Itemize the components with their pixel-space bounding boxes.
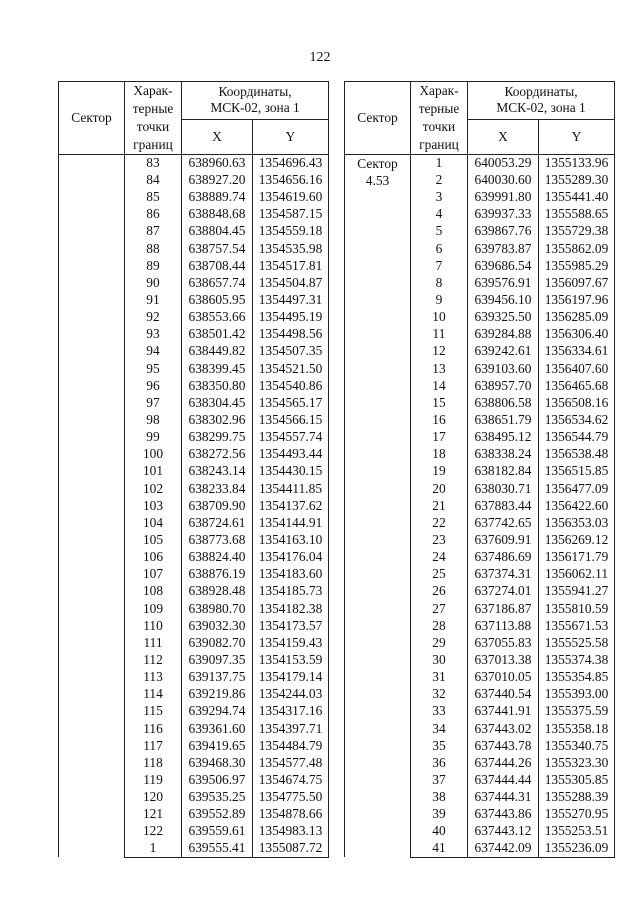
point-number-cell: 107 [125, 566, 182, 583]
sector-cell: Сектор 4.53 [345, 155, 411, 858]
x-coordinate-cell: 639937.33 [468, 206, 539, 223]
y-coordinate-cell: 1354397.71 [253, 720, 329, 737]
header-sector: Сектор [59, 82, 125, 155]
y-coordinate-cell: 1354317.16 [253, 703, 329, 720]
y-coordinate-cell: 1354176.04 [253, 549, 329, 566]
point-number-cell: 12 [411, 343, 468, 360]
point-number-cell: 10 [411, 309, 468, 326]
x-coordinate-cell: 639535.25 [182, 789, 253, 806]
y-coordinate-cell: 1354521.50 [253, 360, 329, 377]
point-number-cell: 17 [411, 429, 468, 446]
page-number: 122 [309, 50, 331, 65]
point-number-cell: 85 [125, 189, 182, 206]
point-number-cell: 84 [125, 172, 182, 189]
point-number-cell: 29 [411, 634, 468, 651]
y-coordinate-cell: 1355671.53 [539, 617, 615, 634]
x-coordinate-cell: 637486.69 [468, 549, 539, 566]
y-coordinate-cell: 1355525.58 [539, 634, 615, 651]
x-coordinate-cell: 639103.60 [468, 360, 539, 377]
x-coordinate-cell: 638030.71 [468, 480, 539, 497]
point-number-cell: 16 [411, 412, 468, 429]
point-number-cell: 100 [125, 446, 182, 463]
point-number-cell: 83 [125, 155, 182, 172]
x-coordinate-cell: 637374.31 [468, 566, 539, 583]
point-number-cell: 4 [411, 206, 468, 223]
x-coordinate-cell: 637742.65 [468, 514, 539, 531]
point-number-cell: 15 [411, 394, 468, 411]
point-number-cell: 101 [125, 463, 182, 480]
point-number-cell: 113 [125, 669, 182, 686]
x-coordinate-cell: 638806.58 [468, 394, 539, 411]
point-number-cell: 25 [411, 566, 468, 583]
x-coordinate-cell: 638553.66 [182, 309, 253, 326]
y-coordinate-cell: 1354775.50 [253, 789, 329, 806]
point-number-cell: 121 [125, 806, 182, 823]
y-coordinate-cell: 1355441.40 [539, 189, 615, 206]
header-y: Y [253, 119, 329, 154]
x-coordinate-cell: 639506.97 [182, 772, 253, 789]
y-coordinate-cell: 1354517.81 [253, 257, 329, 274]
point-number-cell: 5 [411, 223, 468, 240]
y-coordinate-cell: 1354137.62 [253, 497, 329, 514]
y-coordinate-cell: 1355087.72 [253, 840, 329, 857]
point-number-cell: 102 [125, 480, 182, 497]
point-number-cell: 118 [125, 754, 182, 771]
y-coordinate-cell: 1354159.43 [253, 634, 329, 651]
point-number-cell: 115 [125, 703, 182, 720]
point-number-cell: 26 [411, 583, 468, 600]
x-coordinate-cell: 638651.79 [468, 412, 539, 429]
x-coordinate-cell: 639686.54 [468, 257, 539, 274]
x-coordinate-cell: 637883.44 [468, 497, 539, 514]
x-coordinate-cell: 639242.61 [468, 343, 539, 360]
x-coordinate-cell: 637440.54 [468, 686, 539, 703]
y-coordinate-cell: 1356171.79 [539, 549, 615, 566]
x-coordinate-cell: 638848.68 [182, 206, 253, 223]
header-coordinates: Координаты, МСК-02, зона 1 [182, 82, 329, 120]
y-coordinate-cell: 1354540.86 [253, 377, 329, 394]
point-number-cell: 27 [411, 600, 468, 617]
y-coordinate-cell: 1355358.18 [539, 720, 615, 737]
x-coordinate-cell: 639555.41 [182, 840, 253, 857]
point-number-cell: 112 [125, 652, 182, 669]
table-row [59, 155, 329, 172]
x-coordinate-cell: 638927.20 [182, 172, 253, 189]
y-coordinate-cell: 1356465.68 [539, 377, 615, 394]
x-coordinate-cell: 637443.86 [468, 806, 539, 823]
sector-cell [59, 155, 125, 858]
point-number-cell: 96 [125, 377, 182, 394]
x-coordinate-cell: 639783.87 [468, 240, 539, 257]
point-number-cell: 88 [125, 240, 182, 257]
header-boundary-points: Харак- терные точки границ [125, 82, 182, 155]
y-coordinate-cell: 1354504.87 [253, 274, 329, 291]
y-coordinate-cell: 1354587.15 [253, 206, 329, 223]
y-coordinate-cell: 1354983.13 [253, 823, 329, 840]
point-number-cell: 19 [411, 463, 468, 480]
y-coordinate-cell: 1354163.10 [253, 532, 329, 549]
point-number-cell: 93 [125, 326, 182, 343]
y-coordinate-cell: 1354183.60 [253, 566, 329, 583]
x-coordinate-cell: 638928.48 [182, 583, 253, 600]
y-coordinate-cell: 1355236.09 [539, 840, 615, 857]
x-coordinate-cell: 637113.88 [468, 617, 539, 634]
y-coordinate-cell: 1356407.60 [539, 360, 615, 377]
y-coordinate-cell: 1354557.74 [253, 429, 329, 446]
point-number-cell: 13 [411, 360, 468, 377]
y-coordinate-cell: 1355354.85 [539, 669, 615, 686]
x-coordinate-cell: 638399.45 [182, 360, 253, 377]
x-coordinate-cell: 638449.82 [182, 343, 253, 360]
y-coordinate-cell: 1354185.73 [253, 583, 329, 600]
point-number-cell: 18 [411, 446, 468, 463]
x-coordinate-cell: 638960.63 [182, 155, 253, 172]
x-coordinate-cell: 637441.91 [468, 703, 539, 720]
point-number-cell: 104 [125, 514, 182, 531]
x-coordinate-cell: 637444.26 [468, 754, 539, 771]
y-coordinate-cell: 1354430.15 [253, 463, 329, 480]
x-coordinate-cell: 639867.76 [468, 223, 539, 240]
y-coordinate-cell: 1356422.60 [539, 497, 615, 514]
x-coordinate-cell: 637609.91 [468, 532, 539, 549]
x-coordinate-cell: 638708.44 [182, 257, 253, 274]
x-coordinate-cell: 637013.38 [468, 652, 539, 669]
y-coordinate-cell: 1356353.03 [539, 514, 615, 531]
y-coordinate-cell: 1354182.38 [253, 600, 329, 617]
x-coordinate-cell: 638605.95 [182, 292, 253, 309]
point-number-cell: 97 [125, 394, 182, 411]
point-number-cell: 98 [125, 412, 182, 429]
y-coordinate-cell: 1356197.96 [539, 292, 615, 309]
x-coordinate-cell: 638243.14 [182, 463, 253, 480]
point-number-cell: 119 [125, 772, 182, 789]
point-number-cell: 33 [411, 703, 468, 720]
y-coordinate-cell: 1356334.61 [539, 343, 615, 360]
y-coordinate-cell: 1355253.51 [539, 823, 615, 840]
point-number-cell: 39 [411, 806, 468, 823]
point-number-cell: 95 [125, 360, 182, 377]
point-number-cell: 40 [411, 823, 468, 840]
point-number-cell: 28 [411, 617, 468, 634]
header-coordinates: Координаты, МСК-02, зона 1 [468, 82, 615, 120]
x-coordinate-cell: 639294.74 [182, 703, 253, 720]
y-coordinate-cell: 1354153.59 [253, 652, 329, 669]
y-coordinate-cell: 1355862.09 [539, 240, 615, 257]
y-coordinate-cell: 1355393.00 [539, 686, 615, 703]
y-coordinate-cell: 1354566.15 [253, 412, 329, 429]
x-coordinate-cell: 638272.56 [182, 446, 253, 463]
point-number-cell: 105 [125, 532, 182, 549]
point-number-cell: 94 [125, 343, 182, 360]
x-coordinate-cell: 639361.60 [182, 720, 253, 737]
x-coordinate-cell: 638876.19 [182, 566, 253, 583]
x-coordinate-cell: 638182.84 [468, 463, 539, 480]
y-coordinate-cell: 1354535.98 [253, 240, 329, 257]
point-number-cell: 114 [125, 686, 182, 703]
x-coordinate-cell: 638302.96 [182, 412, 253, 429]
x-coordinate-cell: 639456.10 [468, 292, 539, 309]
y-coordinate-cell: 1355270.95 [539, 806, 615, 823]
point-number-cell: 8 [411, 274, 468, 291]
point-number-cell: 117 [125, 737, 182, 754]
x-coordinate-cell: 638338.24 [468, 446, 539, 463]
point-number-cell: 31 [411, 669, 468, 686]
point-number-cell: 24 [411, 549, 468, 566]
x-coordinate-cell: 639082.70 [182, 634, 253, 651]
point-number-cell: 116 [125, 720, 182, 737]
point-number-cell: 7 [411, 257, 468, 274]
y-coordinate-cell: 1355985.29 [539, 257, 615, 274]
point-number-cell: 11 [411, 326, 468, 343]
y-coordinate-cell: 1354244.03 [253, 686, 329, 703]
x-coordinate-cell: 638804.45 [182, 223, 253, 240]
point-number-cell: 20 [411, 480, 468, 497]
y-coordinate-cell: 1355374.38 [539, 652, 615, 669]
x-coordinate-cell: 638980.70 [182, 600, 253, 617]
y-coordinate-cell: 1355588.65 [539, 206, 615, 223]
point-number-cell: 37 [411, 772, 468, 789]
y-coordinate-cell: 1356097.67 [539, 274, 615, 291]
x-coordinate-cell: 638304.45 [182, 394, 253, 411]
y-coordinate-cell: 1355289.30 [539, 172, 615, 189]
x-coordinate-cell: 639419.65 [182, 737, 253, 754]
x-coordinate-cell: 638501.42 [182, 326, 253, 343]
header-sector: Сектор [345, 82, 411, 155]
x-coordinate-cell: 639559.61 [182, 823, 253, 840]
point-number-cell: 109 [125, 600, 182, 617]
y-coordinate-cell: 1355288.39 [539, 789, 615, 806]
x-coordinate-cell: 637186.87 [468, 600, 539, 617]
x-coordinate-cell: 639137.75 [182, 669, 253, 686]
x-coordinate-cell: 638709.90 [182, 497, 253, 514]
y-coordinate-cell: 1354497.31 [253, 292, 329, 309]
point-number-cell: 2 [411, 172, 468, 189]
point-number-cell: 9 [411, 292, 468, 309]
x-coordinate-cell: 637443.78 [468, 737, 539, 754]
x-coordinate-cell: 639097.35 [182, 652, 253, 669]
point-number-cell: 87 [125, 223, 182, 240]
point-number-cell: 89 [125, 257, 182, 274]
x-coordinate-cell: 637444.31 [468, 789, 539, 806]
point-number-cell: 30 [411, 652, 468, 669]
point-number-cell: 111 [125, 634, 182, 651]
y-coordinate-cell: 1354411.85 [253, 480, 329, 497]
x-coordinate-cell: 638350.80 [182, 377, 253, 394]
y-coordinate-cell: 1354674.75 [253, 772, 329, 789]
x-coordinate-cell: 639468.30 [182, 754, 253, 771]
y-coordinate-cell: 1354173.57 [253, 617, 329, 634]
point-number-cell: 14 [411, 377, 468, 394]
point-number-cell: 1 [411, 155, 468, 172]
header-y: Y [539, 119, 615, 154]
coordinates-table-right [344, 81, 615, 858]
x-coordinate-cell: 637444.44 [468, 772, 539, 789]
point-number-cell: 23 [411, 532, 468, 549]
header-boundary-points: Харак- терные точки границ [411, 82, 468, 155]
x-coordinate-cell: 638495.12 [468, 429, 539, 446]
y-coordinate-cell: 1354696.43 [253, 155, 329, 172]
x-coordinate-cell: 637010.05 [468, 669, 539, 686]
y-coordinate-cell: 1354559.18 [253, 223, 329, 240]
point-number-cell: 90 [125, 274, 182, 291]
x-coordinate-cell: 639219.86 [182, 686, 253, 703]
x-coordinate-cell: 639325.50 [468, 309, 539, 326]
point-number-cell: 99 [125, 429, 182, 446]
point-number-cell: 38 [411, 789, 468, 806]
point-number-cell: 110 [125, 617, 182, 634]
y-coordinate-cell: 1354484.79 [253, 737, 329, 754]
y-coordinate-cell: 1354493.44 [253, 446, 329, 463]
point-number-cell: 34 [411, 720, 468, 737]
y-coordinate-cell: 1354577.48 [253, 754, 329, 771]
point-number-cell: 36 [411, 754, 468, 771]
x-coordinate-cell: 639576.91 [468, 274, 539, 291]
point-number-cell: 106 [125, 549, 182, 566]
point-number-cell: 6 [411, 240, 468, 257]
y-coordinate-cell: 1356306.40 [539, 326, 615, 343]
y-coordinate-cell: 1356508.16 [539, 394, 615, 411]
point-number-cell: 86 [125, 206, 182, 223]
y-coordinate-cell: 1356269.12 [539, 532, 615, 549]
x-coordinate-cell: 638233.84 [182, 480, 253, 497]
y-coordinate-cell: 1355729.38 [539, 223, 615, 240]
y-coordinate-cell: 1356285.09 [539, 309, 615, 326]
y-coordinate-cell: 1354878.66 [253, 806, 329, 823]
x-coordinate-cell: 638889.74 [182, 189, 253, 206]
point-number-cell: 91 [125, 292, 182, 309]
y-coordinate-cell: 1355340.75 [539, 737, 615, 754]
x-coordinate-cell: 637443.12 [468, 823, 539, 840]
x-coordinate-cell: 639284.88 [468, 326, 539, 343]
point-number-cell: 1 [125, 840, 182, 857]
y-coordinate-cell: 1355375.59 [539, 703, 615, 720]
y-coordinate-cell: 1354495.19 [253, 309, 329, 326]
y-coordinate-cell: 1354565.17 [253, 394, 329, 411]
point-number-cell: 21 [411, 497, 468, 514]
y-coordinate-cell: 1356515.85 [539, 463, 615, 480]
x-coordinate-cell: 640053.29 [468, 155, 539, 172]
y-coordinate-cell: 1356062.11 [539, 566, 615, 583]
header-x: X [468, 119, 539, 154]
y-coordinate-cell: 1354498.56 [253, 326, 329, 343]
y-coordinate-cell: 1354507.35 [253, 343, 329, 360]
point-number-cell: 41 [411, 840, 468, 857]
y-coordinate-cell: 1355133.96 [539, 155, 615, 172]
y-coordinate-cell: 1355941.27 [539, 583, 615, 600]
y-coordinate-cell: 1356544.79 [539, 429, 615, 446]
y-coordinate-cell: 1355810.59 [539, 600, 615, 617]
x-coordinate-cell: 639032.30 [182, 617, 253, 634]
x-coordinate-cell: 639552.89 [182, 806, 253, 823]
y-coordinate-cell: 1356477.09 [539, 480, 615, 497]
x-coordinate-cell: 638299.75 [182, 429, 253, 446]
table-row [345, 155, 615, 172]
point-number-cell: 122 [125, 823, 182, 840]
y-coordinate-cell: 1356538.48 [539, 446, 615, 463]
x-coordinate-cell: 637274.01 [468, 583, 539, 600]
point-number-cell: 22 [411, 514, 468, 531]
point-number-cell: 3 [411, 189, 468, 206]
point-number-cell: 35 [411, 737, 468, 754]
point-number-cell: 108 [125, 583, 182, 600]
coordinates-table-left [58, 81, 329, 858]
x-coordinate-cell: 638957.70 [468, 377, 539, 394]
point-number-cell: 103 [125, 497, 182, 514]
point-number-cell: 120 [125, 789, 182, 806]
y-coordinate-cell: 1354656.16 [253, 172, 329, 189]
y-coordinate-cell: 1355323.30 [539, 754, 615, 771]
point-number-cell: 92 [125, 309, 182, 326]
x-coordinate-cell: 637442.09 [468, 840, 539, 857]
x-coordinate-cell: 638824.40 [182, 549, 253, 566]
point-number-cell: 32 [411, 686, 468, 703]
x-coordinate-cell: 638657.74 [182, 274, 253, 291]
x-coordinate-cell: 638724.61 [182, 514, 253, 531]
y-coordinate-cell: 1354144.91 [253, 514, 329, 531]
y-coordinate-cell: 1355305.85 [539, 772, 615, 789]
x-coordinate-cell: 638773.68 [182, 532, 253, 549]
header-x: X [182, 119, 253, 154]
x-coordinate-cell: 637443.02 [468, 720, 539, 737]
y-coordinate-cell: 1354179.14 [253, 669, 329, 686]
x-coordinate-cell: 637055.83 [468, 634, 539, 651]
x-coordinate-cell: 640030.60 [468, 172, 539, 189]
y-coordinate-cell: 1354619.60 [253, 189, 329, 206]
x-coordinate-cell: 638757.54 [182, 240, 253, 257]
y-coordinate-cell: 1356534.62 [539, 412, 615, 429]
x-coordinate-cell: 639991.80 [468, 189, 539, 206]
